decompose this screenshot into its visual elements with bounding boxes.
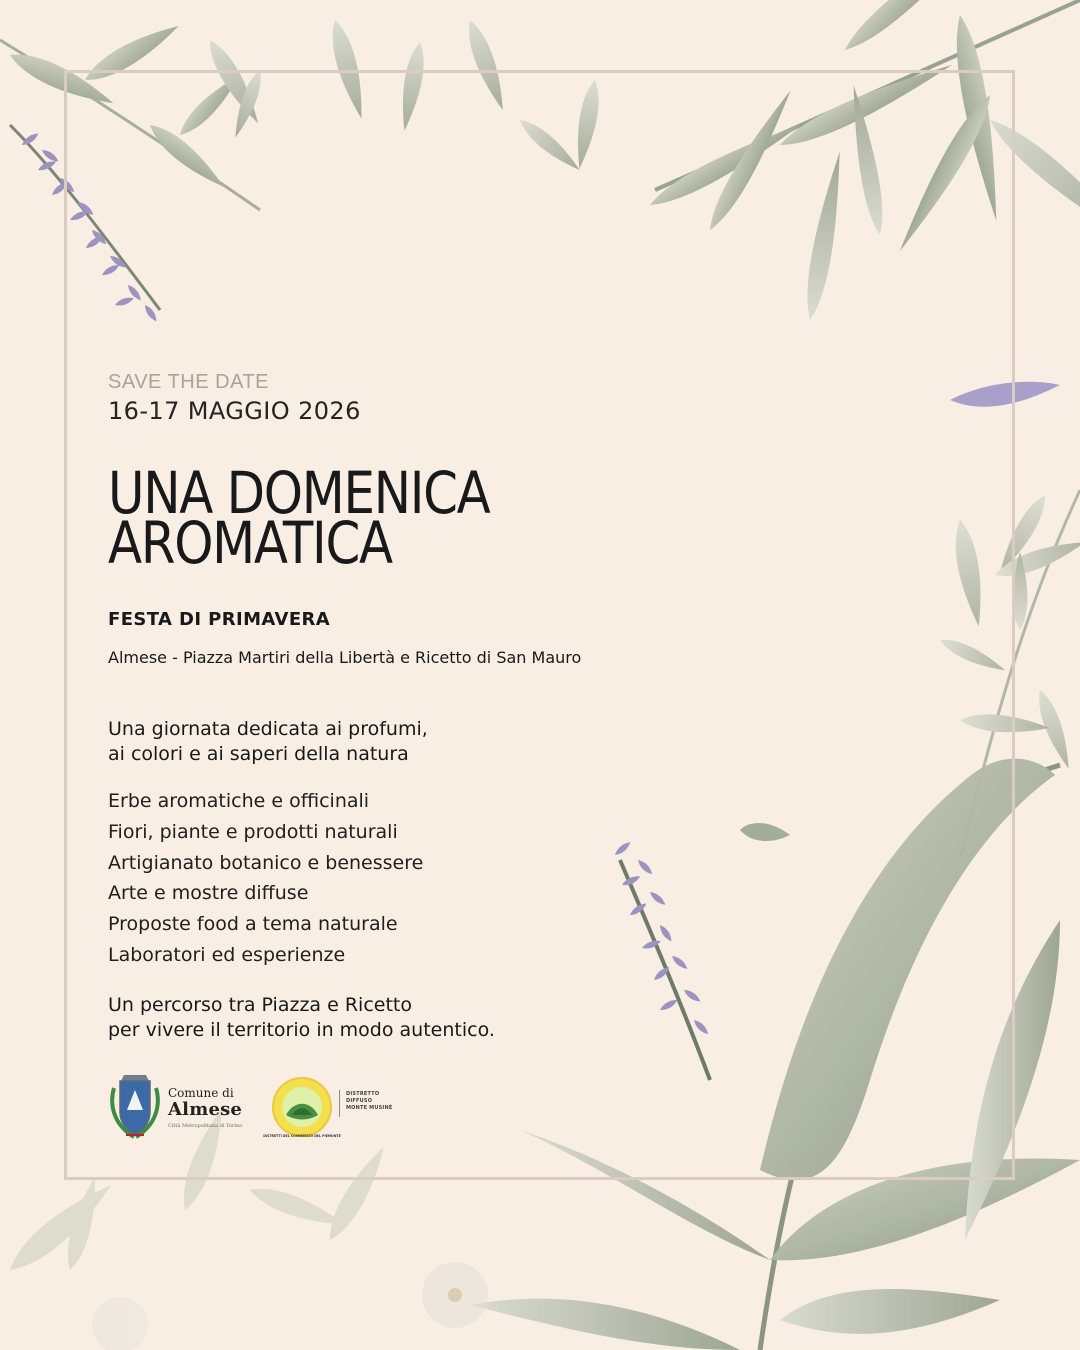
almese-crest-icon bbox=[106, 1070, 164, 1140]
activities-list bbox=[108, 786, 728, 971]
district-line: MONTE MUSINÈ bbox=[346, 1105, 393, 1111]
activity-item: Proposte food a tema naturale bbox=[108, 913, 398, 936]
activity-item: Fiori, piante e prodotti naturali bbox=[108, 820, 398, 843]
comune-region: Città Metropolitana di Torino bbox=[168, 1123, 243, 1129]
comune-name: Almese bbox=[168, 1099, 243, 1120]
partner-logos bbox=[106, 1070, 406, 1140]
event-content bbox=[108, 370, 728, 1043]
comune-label: Comune di bbox=[168, 1086, 234, 1100]
activity-item: Arte e mostre diffuse bbox=[108, 882, 309, 905]
district-line: DIFFUSO bbox=[346, 1098, 373, 1104]
district-seal-text: DISTRETTI DEL COMMERCIO DEL PIEMONTE bbox=[263, 1134, 341, 1138]
intro-line-2: ai colori e ai saperi della natura bbox=[108, 743, 409, 765]
event-date: 16-17 MAGGIO 2026 bbox=[108, 397, 361, 425]
event-title-line-1: UNA DOMENICA bbox=[108, 459, 490, 527]
closing-message bbox=[108, 993, 728, 1043]
comune-almese-logo bbox=[168, 1086, 242, 1130]
event-title-line-2: AROMATICA bbox=[108, 509, 392, 577]
event-title bbox=[108, 459, 658, 577]
activity-item: Erbe aromatiche e officinali bbox=[108, 790, 370, 812]
event-intro bbox=[108, 717, 728, 767]
district-logo-text bbox=[346, 1091, 392, 1112]
event-subtitle: FESTA DI PRIMAVERA bbox=[108, 609, 331, 630]
activity-item: Artigianato botanico e benessere bbox=[108, 851, 424, 874]
event-location: Almese - Piazza Martiri della Libertà e Ricetto di San Mauro bbox=[108, 648, 582, 667]
district-commerce-seal-icon bbox=[263, 1075, 341, 1139]
district-line: DISTRETTO bbox=[346, 1091, 380, 1097]
save-the-date: SAVE THE DATE bbox=[108, 371, 269, 393]
logo-divider bbox=[339, 1090, 340, 1117]
activity-item: Laboratori ed esperienze bbox=[108, 943, 346, 966]
closing-line-1: Un percorso tra Piazza e Ricetto bbox=[108, 993, 412, 1016]
closing-line-2: per vivere il territorio in modo autentico. bbox=[108, 1018, 495, 1041]
intro-line-1: Una giornata dedicata ai profumi, bbox=[108, 718, 428, 740]
